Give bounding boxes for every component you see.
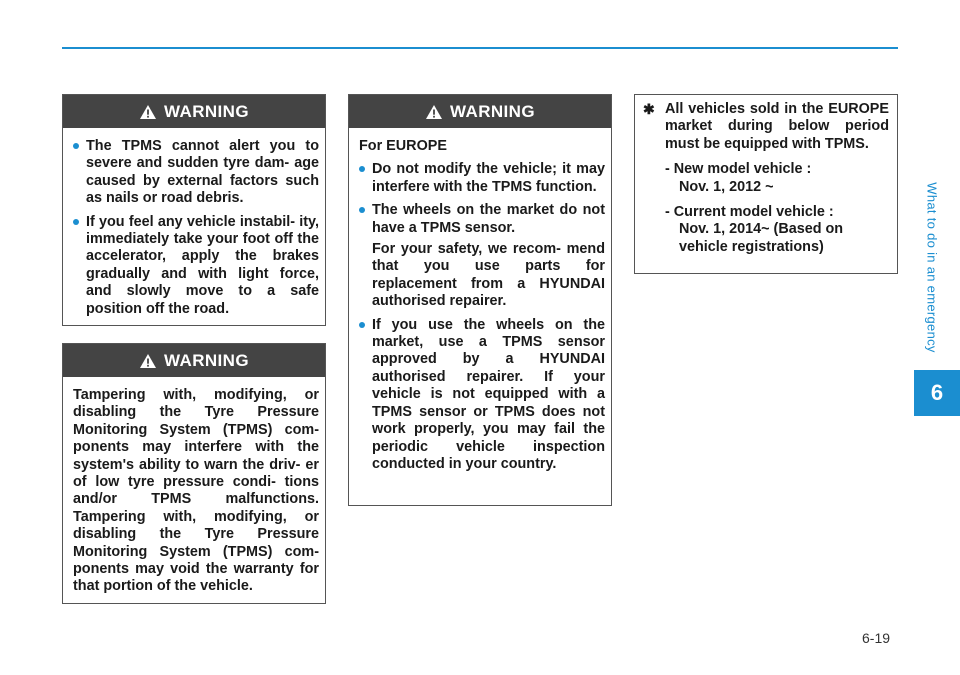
note-body (635, 95, 897, 256)
chapter-side-title (920, 175, 944, 360)
warning-bullet-continuation: For your safety, we recom- mend that you use parts for replacement from a HYUNDAI authorised repairer. (372, 241, 605, 310)
warning-bullet: If you feel any vehicle instabil- ity, immediately take your foot off the accelerator, apply the brakes gradually and with light force, and slowly move to a safe position off the road. (73, 214, 319, 318)
note-paragraph (643, 101, 889, 153)
page-number: 6-19 (862, 630, 891, 646)
chapter-tab[interactable]: 6 (914, 370, 960, 416)
note-list-item (643, 204, 889, 256)
warning-title: WARNING (164, 101, 249, 121)
warning-body (63, 377, 325, 596)
warning-box-tampering (62, 343, 326, 604)
note-box-europe-tpms (634, 94, 898, 274)
warning-box-europe (348, 94, 612, 506)
warning-bullet: If you use the wheels on the market, use a TPMS sensor approved by a HYUNDAI authorised repairer. If your vehicle is not equipped with a TPMS sensor or TPMS does not work properly, you may fail the periodic vehicle inspection conducted in your country. (359, 317, 605, 474)
note-text: All vehicles sold in the EUROPE market during below period must be equipped with TPMS. (665, 101, 889, 152)
warning-triangle-icon (139, 104, 157, 120)
warning-body (63, 128, 325, 318)
note-item-value: Nov. 1, 2014~ (Based on vehicle registrations) (679, 221, 844, 255)
warning-title: WARNING (450, 101, 535, 121)
chapter-title-text: What to do in an emergency (924, 182, 940, 353)
warning-triangle-icon (139, 353, 157, 369)
note-list-item (643, 161, 889, 196)
note-asterisk-icon: ✱ (643, 101, 655, 117)
note-item-label: - Current model vehicle : (665, 204, 834, 221)
top-rule (62, 47, 898, 49)
warning-bullet: Do not modify the vehicle; it may interfere with the TPMS function. (359, 161, 605, 196)
warning-title: WARNING (164, 350, 249, 370)
note-item-label: - New model vehicle : (665, 161, 812, 178)
warning-triangle-icon (425, 104, 443, 120)
warning-paragraph: Tampering with, modifying, or disabling the Tyre Pressure Monitoring System (TPMS) com- ponents may interfere with the system's ability to warn the driv- er of low tyre pressure condi- tions and/or TPMS malfunctions. Tampering with, modifying, or disabling the Tyre Pressure Monitoring System (TPMS) com- ponents may void the warranty for that portion of the vehicle. (73, 387, 319, 595)
warning-bullet: The wheels on the market do not have a TPMS sensor. (359, 202, 605, 237)
warning-body (349, 128, 611, 473)
warning-box-tpms-limits (62, 94, 326, 326)
warning-header (349, 95, 611, 128)
warning-header (63, 95, 325, 128)
note-item-value: Nov. 1, 2012 ~ (679, 178, 774, 195)
warning-region-heading: For EUROPE (359, 138, 447, 154)
warning-bullet: The TPMS cannot alert you to severe and sudden tyre dam- age caused by external factors such as nails or road debris. (73, 138, 319, 208)
warning-header (63, 344, 325, 377)
